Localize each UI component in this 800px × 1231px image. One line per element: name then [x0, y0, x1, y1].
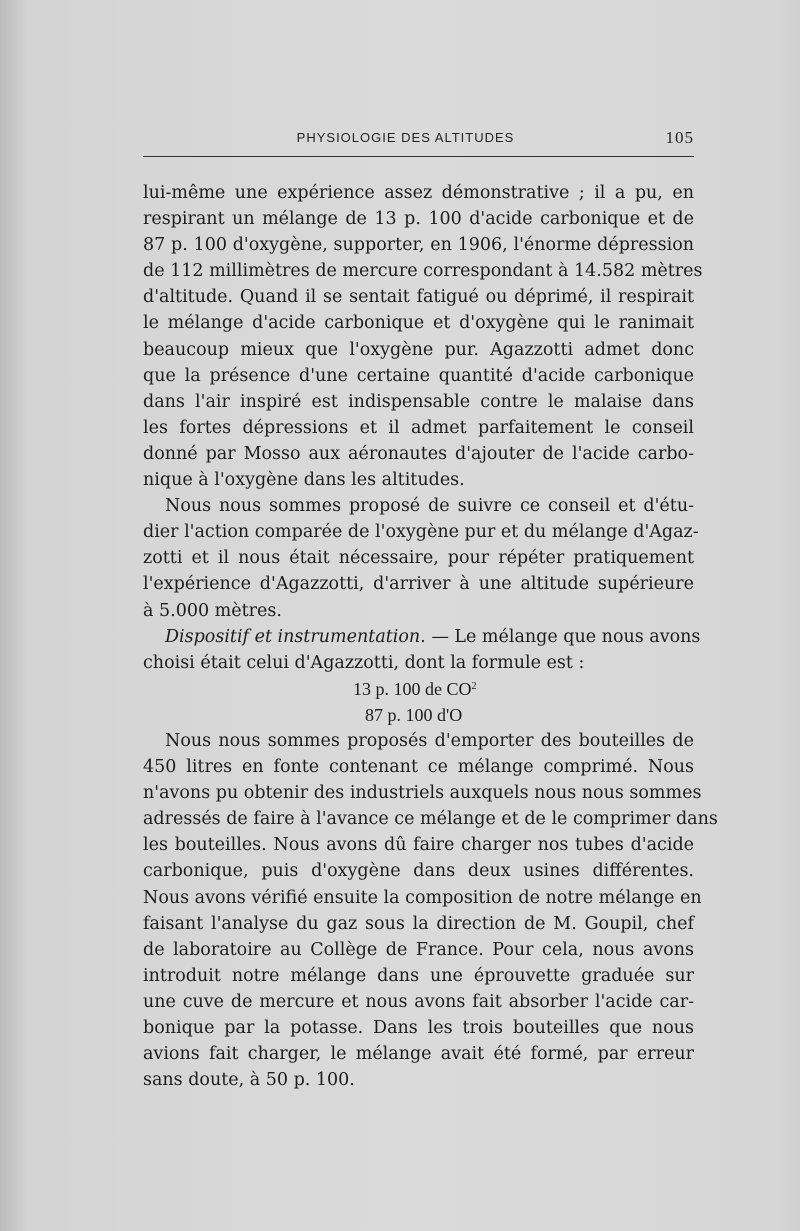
text-line: introduit notre mélange dans une éprouvette graduée sur: [143, 965, 694, 986]
text-line: 450 litres en fonte contenant ce mélange comprimé. Nous: [143, 757, 694, 778]
text-line: que la présence d'une certaine quantité d'acide carbonique: [143, 365, 694, 386]
text-line: beaucoup mieux que l'oxygène pur. Agazzotti admet donc: [143, 339, 694, 360]
text-line: l'expérience d'Agazzotti, d'arriver à une altitude supérieure: [143, 574, 694, 595]
text-line: adressés de faire à l'avance ce mélange et de le comprimer dans: [143, 809, 718, 830]
text-line: zotti et il nous était nécessaire, pour répéter pratiquement: [143, 548, 694, 569]
body-text: [143, 180, 718, 1093]
section-heading: Dispositif et instrumentation.: [165, 626, 426, 647]
text-line: n'avons pu obtenir des industriels auxquels nous nous sommes: [143, 783, 702, 804]
running-title: PHYSIOLOGIE DES ALTITUDES: [296, 130, 515, 145]
page-number: 105: [665, 128, 694, 147]
formula-co2: 13 p. 100 de CO: [353, 678, 472, 699]
text-line: avions fait charger, le mélange avait été formé, par erreur: [143, 1044, 694, 1065]
text-line: une cuve de mercure et nous avons fait absorber l'acide car-: [143, 991, 694, 1012]
text-line: lui-même une expérience assez démonstrative ; il a pu, en: [143, 183, 694, 203]
section-heading-rest: — Le mélange que nous avons: [425, 626, 701, 647]
text-line: dier l'action comparée de l'oxygène pur et du mélange d'Agaz-: [143, 522, 699, 543]
text-line: bonique par la potasse. Dans les trois bouteilles que nous: [143, 1018, 694, 1038]
text-line: respirant un mélange de 13 p. 100 d'acide carbonique et de: [143, 209, 694, 230]
text-line: de laboratoire au Collège de France. Pour cela, nous avons: [143, 939, 694, 960]
section-heading-line: [143, 624, 701, 650]
text-line: carbonique, puis d'oxygène dans deux usines différentes.: [143, 861, 694, 882]
text-line: sans doute, à 50 p. 100.: [143, 1070, 355, 1091]
header-rule: [143, 156, 694, 157]
text-line: le mélange d'acide carbonique et d'oxygène qui le ranimait: [143, 313, 694, 334]
text-line: donné par Mosso aux aéronautes d'ajouter de l'acide carbo-: [143, 443, 694, 464]
text-line: d'altitude. Quand il se sentait fatigué ou déprimé, il respirait: [143, 287, 694, 308]
text-line: Nous avons vérifié ensuite la composition de notre mélange en: [143, 887, 702, 908]
page-header: [143, 128, 694, 148]
text-line: les bouteilles. Nous avons dû faire charger nos tubes d'acide: [143, 835, 694, 856]
text-line: faisant l'analyse du gaz sous la direction de M. Goupil, chef: [143, 913, 694, 934]
text-line: choisi était celui d'Agazzotti, dont la formule est :: [143, 652, 585, 673]
formula-subscript: 2: [471, 680, 477, 692]
formula-line-1: [143, 676, 694, 702]
formula-line-2: 87 p. 100 d'O: [365, 704, 463, 725]
text-line: nique à l'oxygène dans les altitudes.: [143, 470, 465, 491]
text-line: dans l'air inspiré est indispensable contre le malaise dans: [143, 391, 694, 412]
text-line: de 112 millimètres de mercure correspondant à 14.582 mètres: [143, 261, 703, 282]
text-line: Nous nous sommes proposé de suivre ce conseil et d'étu-: [165, 496, 694, 517]
text-line: les fortes dépressions et il admet parfaitement le conseil: [143, 417, 694, 438]
text-line: 87 p. 100 d'oxygène, supporter, en 1906, l'énorme dépression: [143, 235, 694, 256]
text-line: Nous nous sommes proposés d'emporter des bouteilles de: [165, 730, 694, 751]
text-line: à 5.000 mètres.: [143, 600, 282, 621]
